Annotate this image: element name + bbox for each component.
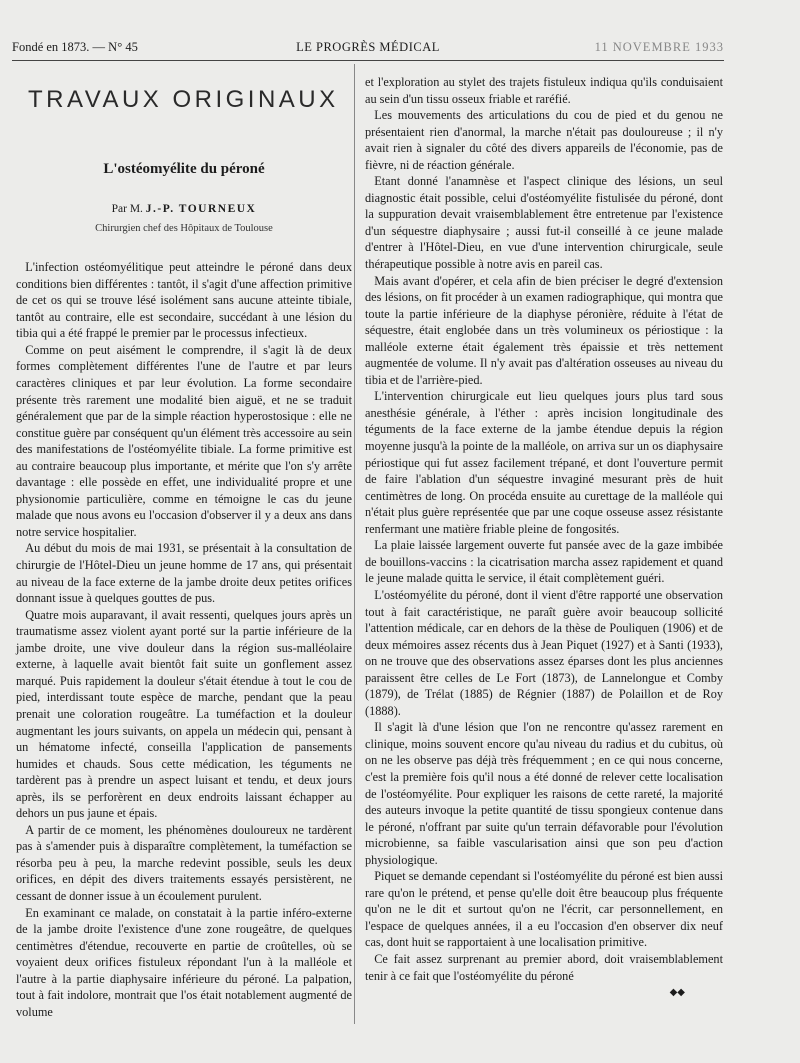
right-column <box>365 74 723 1002</box>
paragraph: Comme on peut aisément le comprendre, il s'agit là de deux formes complètement différentes l'une de l'autre et par leurs caractères cliniques et par leur évolution. La forme secondaire présente très rarement une modalité bien aiguë, et ne se traduit généralement que par de la simple réaction hyperostosique : elle ne constitue guère par conséquent qu'un élément très accessoire au sein des manifestations de l'ostéomyélite tibiale. La forme primitive est au contraire beaucoup plus importante, et mérite que l'on s'y arrête davantage : elle possède en effet, une individualité propre et une physionomie particulière, comme en témoigne le cas du jeune malade que nous avons eu l'occasion d'observer il y a deux ans dans notre service hospitalier. <box>16 342 352 539</box>
paragraph: A partir de ce moment, les phénomènes douloureux ne tardèrent pas à s'amender puis à disparaître complètement, la tuméfaction se résorba peu à peu, la marche redevint possible, seuls les deux orifices, en dépit des divers traitements essayés persistèrent, ne cessant de donner issue à un écoulement purulent. <box>16 822 352 903</box>
section-title: TRAVAUX ORIGINAUX <box>28 86 339 113</box>
paragraph: et l'exploration au stylet des trajets fistuleux indiqua qu'ils conduisaient au sein d'un tissu osseux friable et raréfié. <box>365 75 723 106</box>
journal-title: LE PROGRÈS MÉDICAL <box>296 40 440 54</box>
left-column <box>16 74 352 1020</box>
paragraph: En examinant ce malade, on constatait à la partie inféro-externe de la jambe droite l'existence d'une zone rougeâtre, de quelques centimètres d'étendue, recouverte en partie de croûtelles, où se voyaient deux orifices fistuleux répondant l'un à la malléole et l'autre à la partie diaphysaire inférieure du péroné. La palpation, tout à fait indolore, montrait que l'os était notablement augmenté de volume <box>16 905 352 1019</box>
paragraph: Il s'agit là d'une lésion que l'on ne rencontre qu'assez rarement en clinique, moins souvent encore qu'au niveau du radius et du cubitus, où on ne les observe pas déjà très fréquemment ; en ce qui nous concerne, c'est la première fois qu'il nous a été donné de relever cette localisation de l'ostéomyélite. Pour expliquer les raisons de cette rareté, la majorité des auteurs invoque la petite quantité de tissu spongieux contenue dans le péroné, n'offrant par suite qu'un terrain défavorable pour l'évolution microbienne, sa faible vascularisation ainsi que son peu d'action physiologique. <box>365 720 723 867</box>
paragraph: Etant donné l'anamnèse et l'aspect clinique des lésions, un seul diagnostic était possible, celui d'ostéomyélite fistulisée du péroné, dont la suppuration devait vraisemblablement être entretenue par l'existence d'un séquestre diaphysaire ; aussi fut-il conseillé à ce jeune malade d'entrer à l'Hôtel-Dieu, en vue d'une intervention chirurgicale, seule thérapeutique possible à notre avis en pareil cas. <box>365 174 723 272</box>
paragraph: L'intervention chirurgicale eut lieu quelques jours plus tard sous anesthésie générale, à l'éther : après incision longitudinale des téguments de la face externe de la jambe étendue depuis la région moyenne jusqu'à la pointe de la malléole, on arriva sur un os diaphysaire périostique qui fut assez facilement trépané, et dont l'ouverture permit de faire l'ablation d'un séquestre invaginé mesurant près de huit centimètres de long. On procéda ensuite au curettage de la malléole qui n'était plus guère représentée que par une coque osseuse assez résistante renfermant une matière friable pleine de fongosités. <box>365 389 723 536</box>
running-header <box>12 38 724 61</box>
paragraph: Quatre mois auparavant, il avait ressenti, quelques jours après un traumatisme assez violent ayant porté sur la partie inférieure de la jambe droite, une vive douleur dans la région sus-malléolaire externe, à laquelle avait bientôt fait suite un gonflement assez marqué. Puis rapidement la douleur s'était étendue à tout le cou de pied, interdissant toute espèce de marche, pendant que la peau prenait une coloration rougeâtre. La tuméfaction et la douleur augmentant les jours suivants, on appela un médecin qui, pensant à un hématome infecté, conseilla l'application de pansements humides et chauds. Sous cette médication, les téguments ne tardèrent pas à prendre un aspect luisant et tendu, et deux jours après, ils se perforèrent en deux endroits laissant échapper au dehors un pus jaune et épais. <box>16 607 352 821</box>
byline <box>16 201 352 218</box>
continuation-ornament: ◆◆ <box>669 987 685 999</box>
paragraph: Ce fait assez surprenant au premier abord, doit vraisemblablement tenir à ce fait que l'ostéomyélite du péroné <box>365 951 723 983</box>
author-affiliation: Chirurgien chef des Hôpitaux de Toulouse <box>95 222 273 234</box>
paragraph: Au début du mois de mai 1931, se présentait à la consultation de chirurgie de l'Hôtel-Dieu un jeune homme de 17 ans, qui présentait au niveau de la face externe de la jambe droite deux petites orifices donnant issue à quelques gouttes de pus. <box>16 541 352 606</box>
author-name: J.-P. TOURNEUX <box>145 203 257 216</box>
right-body <box>365 107 723 984</box>
paragraph: Piquet se demande cependant si l'ostéomyélite du péroné est bien aussi rare qu'on le prétend, et pense qu'elle doit être beaucoup plus fréquente qu'on ne le dit et surtout qu'on ne l'écrit, car personnellement, en l'espace de quelques années, il a eu l'occasion d'en observer dix neuf cas, dont huit se rapportaient à une localisation primitive. <box>365 869 723 950</box>
byline-prefix: Par M. <box>111 203 143 216</box>
founded-issue: Fondé en 1873. — N° 45 <box>12 40 138 54</box>
paragraph: Mais avant d'opérer, et cela afin de bien préciser le degré d'extension des lésions, on fit procéder à un examen radiographique, qui montra que toute la partie inférieure de la diaphyse péronière, réduite à l'état de séquestre, était englobée dans un très volumineux os périostique : la malléole externe était également très épaissie et très nettement augmentée de volume. Il n'y avait pas d'altération osseuses au niveau du tibia et de l'arrière-pied. <box>365 273 723 387</box>
article-title: L'ostéomyélite du péroné <box>103 160 265 177</box>
paragraph: Les mouvements des articulations du cou de pied et du genou ne présentaient rien d'anormal, la marche n'était pas douloureuse ; il n'y avait rien à signaler du côté des divers appareils de l'économie, pas de fièvre, ni de réaction générale. <box>365 108 723 172</box>
paragraph: L'infection ostéomyélitique peut atteindre le péroné dans deux conditions bien différentes : tantôt, il s'agit d'une affection primitive de cet os qui se trouve lésé isolément sans aucune atteinte tibiale, tantôt au contraire, elle est secondaire, succédant à une lésion du tibia qui a été frappé le premier par le processus infectieux. <box>16 260 352 341</box>
column-divider <box>354 64 355 1024</box>
left-body <box>16 259 352 1020</box>
paragraph: La plaie laissée largement ouverte fut pansée avec de la gaze imbibée de bouillons-vaccins : la cicatrisation marcha assez rapidement et quand le jeune malade quitta le service, il était complètement guéri. <box>365 538 723 586</box>
issue-date: 11 NOVEMBRE 1933 <box>594 40 724 54</box>
paragraph: L'ostéomyélite du péroné, dont il vient d'être rapporté une observation tout à fait caractéristique, ne paraît guère avoir beaucoup sollicité l'attention médicale, car en dehors de la thèse de Pouliquen (1906) et de deux mémoires assez récents dus à Jean Piquet (1927) et à Santi (1933), on ne trouve que des observations assez éparses dont les plus anciennes paraissent être celles de Le Fort (1873), de Lannelongue et Comby (1879), de Trélat (1885) de Régnier (1887) de Polaillon et de Roy (1888). <box>365 587 723 718</box>
